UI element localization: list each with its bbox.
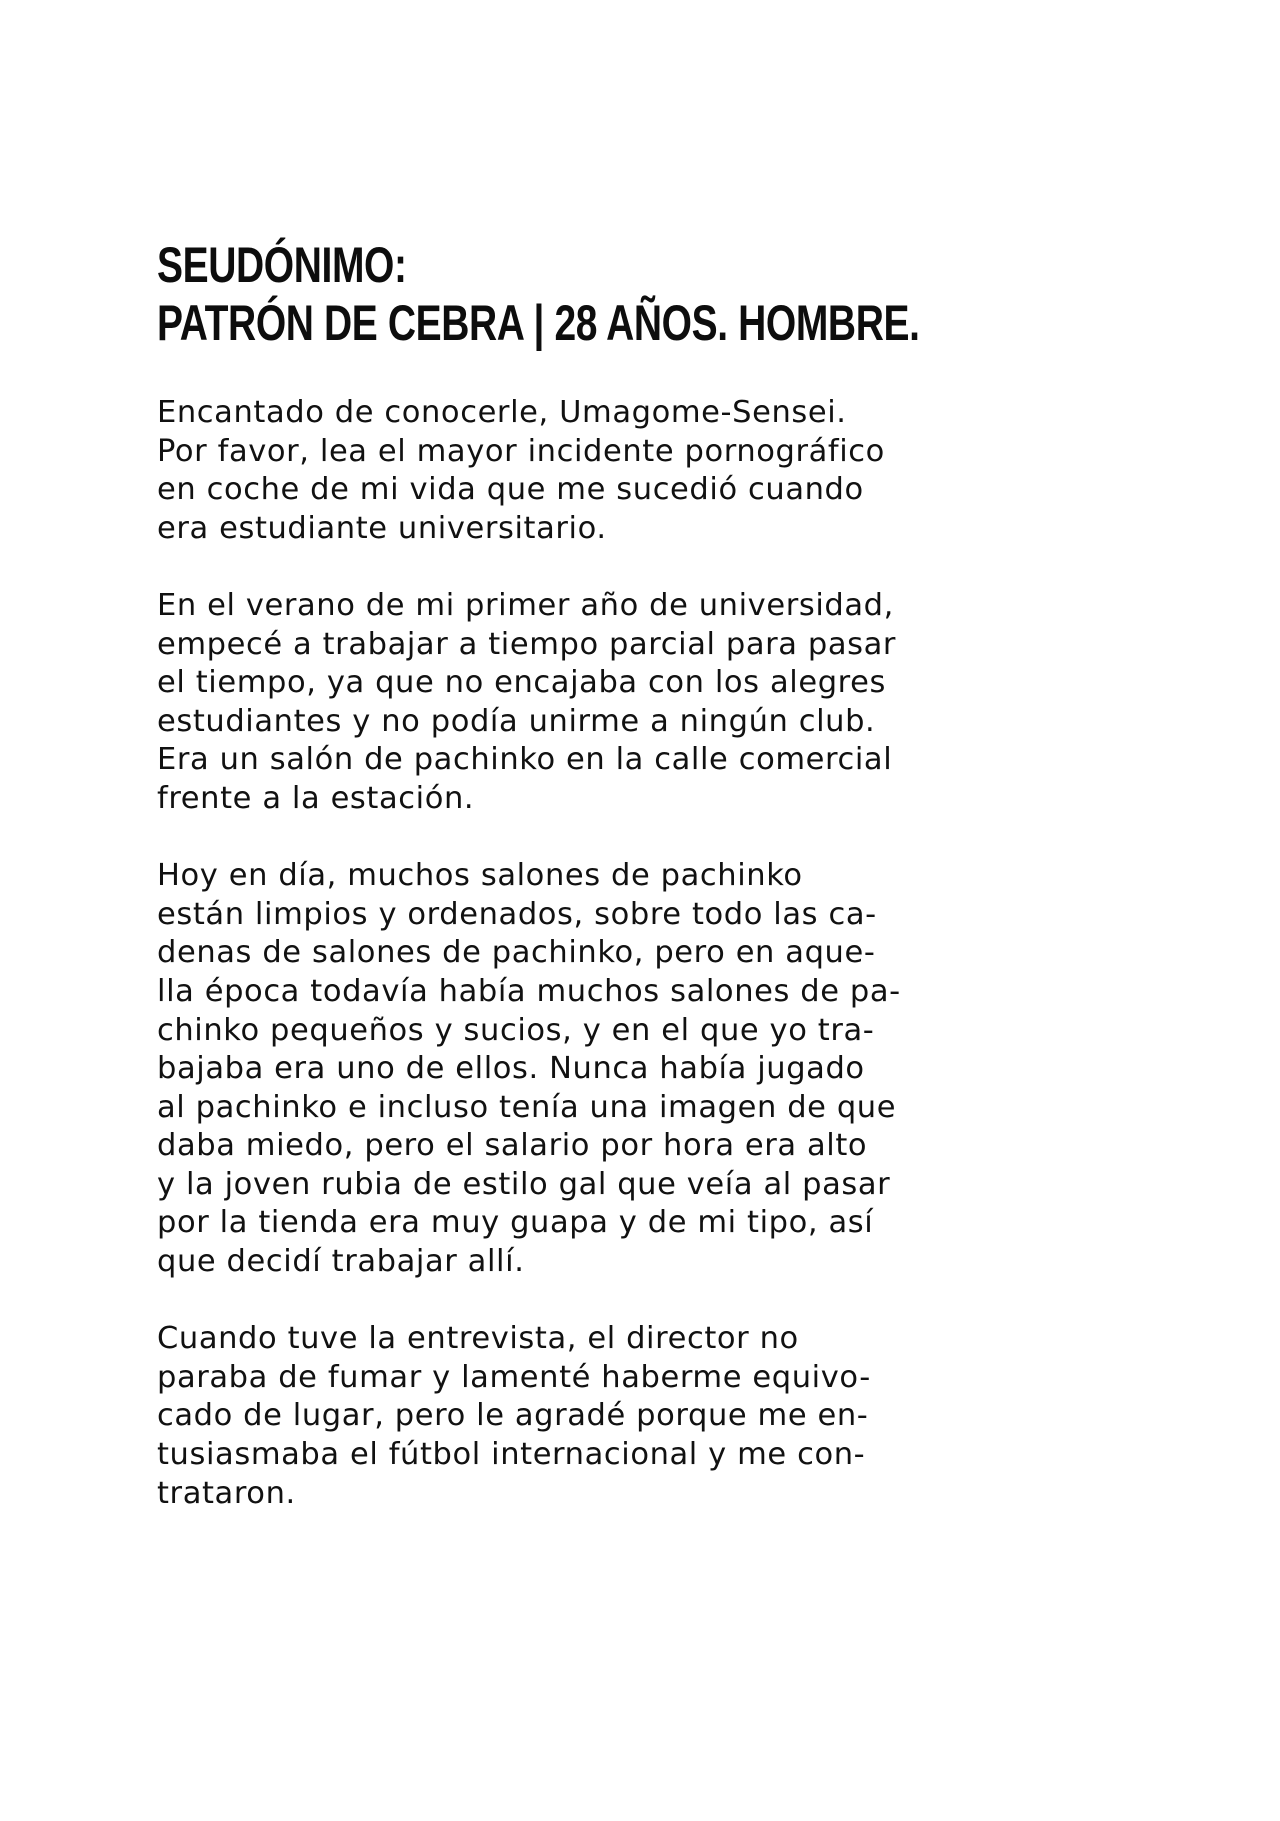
text-line: al pachinko e incluso tenía una imagen de que: [157, 1089, 897, 1125]
text-line: chinko pequeños y sucios, y en el que yo tra-: [157, 1012, 875, 1048]
text-line: estudiantes y no podía unirme a ningún club.: [157, 703, 876, 739]
text-line: Cuando tuve la entrevista, el director no: [157, 1321, 799, 1357]
text-line: en coche de mi vida que me sucedió cuando: [157, 472, 864, 508]
text-line: tusiasmaba el fútbol internacional y me con-: [157, 1437, 866, 1473]
text-line: el tiempo, ya que no encajaba con los alegres: [157, 665, 886, 701]
text-line: lla época todavía había muchos salones de pa-: [157, 973, 901, 1009]
text-line: daba miedo, pero el salario por hora era alto: [157, 1128, 868, 1164]
text-line: Por favor, lea el mayor incidente pornográfico: [157, 433, 885, 469]
text-line: paraba de fumar y lamenté haberme equivo-: [157, 1359, 871, 1395]
text-line: bajaba era uno de ellos. Nunca había jugado: [157, 1051, 865, 1087]
text-line: frente a la estación.: [157, 780, 475, 816]
text-line: era estudiante universitario.: [157, 510, 607, 546]
text-line: cado de lugar, pero le agradé porque me en-: [157, 1398, 869, 1434]
text-line: y la joven rubia de estilo gal que veía al pasar: [157, 1166, 891, 1202]
text-line: están limpios y ordenados, sobre todo las ca-: [157, 896, 877, 932]
paragraph-pachinko-parlors: [157, 857, 1157, 1282]
letter-body: [157, 394, 1157, 1513]
paragraph-interview: [157, 1320, 1157, 1513]
text-line: Encantado de conocerle, Umagome-Sensei.: [157, 395, 847, 430]
text-line: Hoy en día, muchos salones de pachinko: [157, 858, 803, 894]
text-line: por la tienda era muy guapa y de mi tipo, así: [157, 1205, 874, 1241]
title-author-info: PATRÓN DE CEBRA | 28 AÑOS. HOMBRE.: [157, 295, 920, 351]
text-line: trataron.: [157, 1475, 296, 1511]
text-line: denas de salones de pachinko, pero en aque-: [157, 935, 876, 971]
paragraph-greeting: [157, 394, 1157, 548]
text-line: empecé a trabajar a tiempo parcial para pasar: [157, 626, 897, 662]
title-pseudonym-label: SEUDÓNIMO:: [157, 237, 407, 293]
text-line: que decidí trabajar allí.: [157, 1244, 525, 1280]
page-title: [157, 236, 937, 352]
text-line: En el verano de mi primer año de universidad,: [157, 587, 894, 623]
document-page: [157, 236, 1157, 1552]
text-line: Era un salón de pachinko en la calle comercial: [157, 742, 893, 778]
paragraph-summer-job: [157, 587, 1157, 819]
